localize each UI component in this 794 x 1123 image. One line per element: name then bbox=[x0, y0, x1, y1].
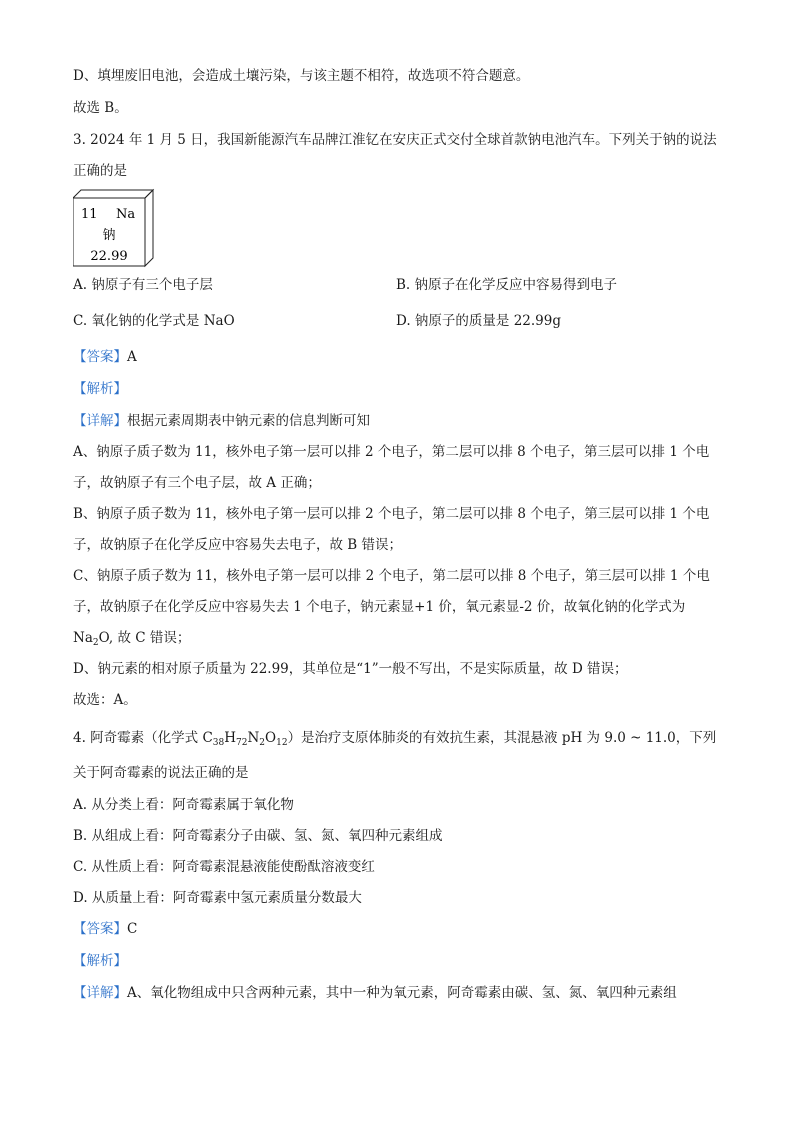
element-cell-sodium bbox=[73, 188, 155, 268]
q3-option-a: A. 钠原子有三个电子层 bbox=[73, 277, 213, 293]
q3-answer bbox=[73, 347, 137, 367]
q4-answer bbox=[73, 919, 137, 939]
answer-value: C bbox=[127, 921, 138, 937]
analysis-tag: 【解析】 bbox=[73, 953, 127, 969]
q3-option-c: C. 氧化钠的化学式是 NaO bbox=[73, 313, 235, 329]
formula-sub-2: 2 bbox=[92, 638, 99, 648]
detail-text: A、氧化物组成中只含两种元素，其中一种为氧元素，阿奇霉素由碳、氢、氮、氧四种元素组 bbox=[127, 985, 677, 1001]
formula-rest: O, 故 C 错误； bbox=[98, 630, 191, 646]
prev-option-d: D、填埋废旧电池，会造成土壤污染，与该主题不相符，故选项不符合题意。 bbox=[73, 68, 530, 84]
q3-c-line1: C、钠原子质子数为 11，核外电子第一层可以排 2 个电子，第二层可以排 8 个电子，第三层可以排 1 个电 bbox=[73, 568, 710, 584]
q4-option-c: C. 从性质上看：阿奇霉素混悬液能使酚酞溶液变红 bbox=[73, 859, 375, 875]
q4-analysis bbox=[73, 951, 127, 971]
q4-stem-pre: 4. 阿奇霉素（化学式 C bbox=[73, 730, 213, 746]
element-mass: 22.99 bbox=[90, 249, 128, 264]
formula-na: Na bbox=[73, 630, 93, 646]
answer-value: A bbox=[127, 349, 137, 365]
q3-d-line: D、钠元素的相对原子质量为 22.99，其单位是“1”一般不写出，不是实际质量，故 D 错误； bbox=[73, 661, 628, 677]
q4-option-b: B. 从组成上看：阿奇霉素分子由碳、氢、氮、氧四种元素组成 bbox=[73, 828, 443, 844]
element-number: 11 bbox=[81, 207, 98, 222]
q3-b-line1: B、钠原子质子数为 11，核外电子第一层可以排 2 个电子，第二层可以排 8 个电子，第三层可以排 1 个电 bbox=[73, 506, 710, 522]
symbol-n: N bbox=[247, 730, 260, 746]
q4-stem-post: ）是治疗支原体肺炎的有效抗生素，其混悬液 pH 为 9.0 ~ 11.0，下列 bbox=[287, 730, 717, 746]
q4-option-a: A. 从分类上看：阿奇霉素属于氧化物 bbox=[73, 797, 294, 813]
sub-o: 12 bbox=[276, 738, 288, 748]
q3-stem-line2: 正确的是 bbox=[73, 163, 127, 179]
q3-analysis bbox=[73, 379, 127, 399]
q3-a-line1: A、钠原子质子数为 11，核外电子第一层可以排 2 个电子，第二层可以排 8 个电子，第三层可以排 1 个电 bbox=[73, 444, 710, 460]
sub-n: 2 bbox=[259, 738, 266, 748]
detail-tag: 【详解】 bbox=[73, 985, 127, 1001]
q3-detail bbox=[73, 411, 370, 431]
q3-c-line3 bbox=[73, 628, 190, 653]
element-symbol: Na bbox=[116, 207, 136, 222]
analysis-tag: 【解析】 bbox=[73, 381, 127, 397]
prev-answer: 故选 B。 bbox=[73, 100, 128, 116]
sub-h: 72 bbox=[236, 738, 248, 748]
detail-intro: 根据元素周期表中钠元素的信息判断可知 bbox=[127, 413, 370, 429]
sub-c: 38 bbox=[212, 738, 225, 748]
q3-a-line2: 子，故钠原子有三个电子层，故 A 正确； bbox=[73, 475, 321, 491]
symbol-o: O bbox=[265, 730, 277, 746]
answer-tag: 【答案】 bbox=[73, 921, 127, 937]
q4-detail bbox=[73, 983, 677, 1003]
element-name: 钠 bbox=[102, 228, 116, 243]
symbol-h: H bbox=[224, 730, 237, 746]
q3-c-line2: 子，故钠原子在化学反应中容易失去 1 个电子，钠元素显+1 价，氧元素显-2 价，故氧化钠的化学式为 bbox=[73, 599, 686, 615]
q3-b-line2: 子，故钠原子在化学反应中容易失去电子，故 B 错误； bbox=[73, 537, 403, 553]
q3-option-d: D. 钠原子的质量是 22.99g bbox=[396, 313, 562, 329]
q4-option-d: D. 从质量上看：阿奇霉素中氢元素质量分数最大 bbox=[73, 890, 362, 906]
q3-option-b: B. 钠原子在化学反应中容易得到电子 bbox=[396, 277, 618, 293]
q4-stem-line1 bbox=[73, 728, 716, 753]
q4-stem-line2: 关于阿奇霉素的说法正确的是 bbox=[73, 765, 249, 781]
q3-final: 故选：A。 bbox=[73, 692, 137, 708]
detail-tag: 【详解】 bbox=[73, 413, 127, 429]
q3-stem-line1: 3. 2024 年 1 月 5 日，我国新能源汽车品牌江淮钇在安庆正式交付全球首款钠电池汽车。下列关于钠的说法 bbox=[73, 132, 717, 148]
answer-tag: 【答案】 bbox=[73, 349, 127, 365]
